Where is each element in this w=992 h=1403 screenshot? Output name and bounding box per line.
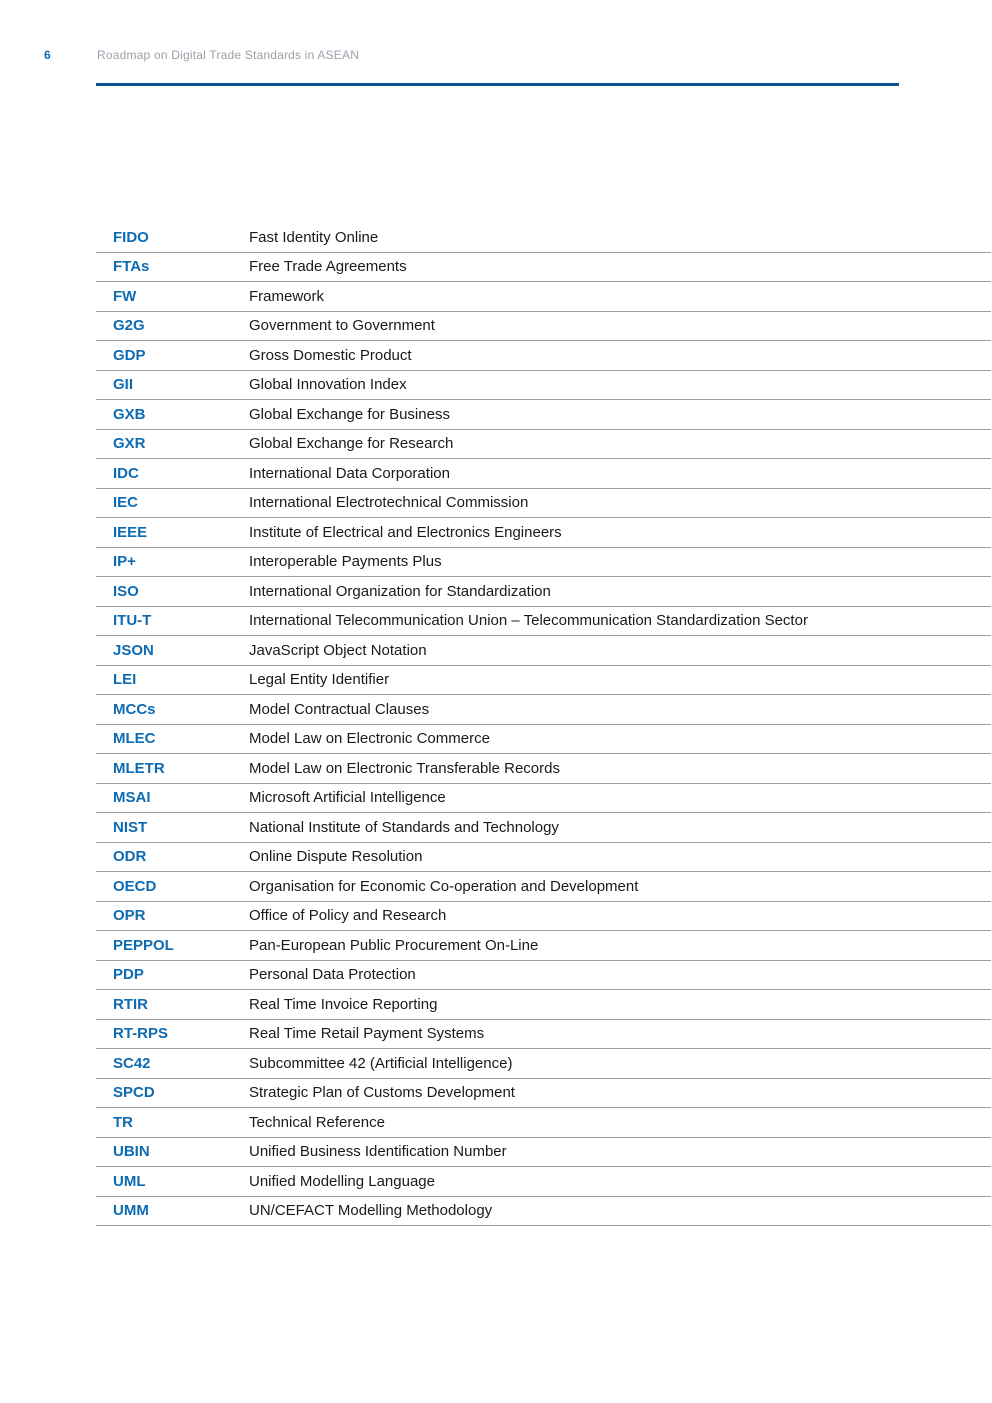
abbreviation-cell: FIDO <box>113 228 149 246</box>
table-row <box>96 253 991 283</box>
abbreviation-cell: FW <box>113 287 137 305</box>
definition-cell: Interoperable Payments Plus <box>249 553 442 571</box>
abbreviation-cell: ODR <box>113 848 147 866</box>
running-header <box>0 48 992 64</box>
abbreviation-cell: SC42 <box>113 1054 151 1072</box>
table-row <box>96 430 991 460</box>
table-row <box>96 1167 991 1197</box>
table-row <box>96 666 991 696</box>
abbreviation-cell: IEEE <box>113 523 148 541</box>
abbreviation-cell: ISO <box>113 582 139 600</box>
table-row <box>96 1197 991 1227</box>
abbreviation-cell: PEPPOL <box>113 936 174 954</box>
definition-cell: Global Exchange for Business <box>249 405 450 423</box>
definition-cell: Technical Reference <box>249 1113 385 1131</box>
abbreviation-cell: MLEC <box>113 730 156 748</box>
table-row <box>96 1108 991 1138</box>
table-row <box>96 223 991 253</box>
definition-cell: Gross Domestic Product <box>249 346 412 364</box>
definition-cell: Global Exchange for Research <box>249 435 454 453</box>
table-row <box>96 518 991 548</box>
table-row <box>96 813 991 843</box>
definition-cell: Online Dispute Resolution <box>249 848 423 866</box>
table-row <box>96 931 991 961</box>
definition-cell: Office of Policy and Research <box>249 907 447 925</box>
abbreviation-cell: UBIN <box>113 1143 150 1161</box>
abbreviation-cell: IEC <box>113 494 139 512</box>
definition-cell: Framework <box>249 287 325 305</box>
abbreviation-cell: ITU-T <box>113 612 152 630</box>
table-row <box>96 1079 991 1109</box>
abbreviation-cell: IP+ <box>113 553 136 571</box>
abbreviation-cell: SPCD <box>113 1084 155 1102</box>
definition-cell: Personal Data Protection <box>249 966 416 984</box>
table-row <box>96 1138 991 1168</box>
definition-cell: Microsoft Artificial Intelligence <box>249 789 446 807</box>
table-row <box>96 577 991 607</box>
abbreviation-cell: OECD <box>113 877 157 895</box>
table-row <box>96 695 991 725</box>
definition-cell: Model Contractual Clauses <box>249 700 430 718</box>
table-row <box>96 312 991 342</box>
table-row <box>96 489 991 519</box>
abbreviation-cell: JSON <box>113 641 154 659</box>
definition-cell: Pan-European Public Procurement On-Line <box>249 936 539 954</box>
definition-cell: Model Law on Electronic Transferable Records <box>249 759 560 777</box>
definition-cell: Fast Identity Online <box>249 228 379 246</box>
definition-cell: International Electrotechnical Commission <box>249 494 529 512</box>
abbreviation-cell: RT-RPS <box>113 1025 169 1043</box>
table-row <box>96 902 991 932</box>
table-row <box>96 843 991 873</box>
page-number: 6 <box>44 48 51 62</box>
definition-cell: JavaScript Object Notation <box>249 641 427 659</box>
table-row <box>96 636 991 666</box>
definition-cell: Real Time Retail Payment Systems <box>249 1025 485 1043</box>
table-row <box>96 961 991 991</box>
abbreviation-cell: UMM <box>113 1202 149 1220</box>
abbreviation-cell: GDP <box>113 346 146 364</box>
table-row <box>96 607 991 637</box>
abbreviation-cell: MCCs <box>113 700 156 718</box>
table-row <box>96 1049 991 1079</box>
abbreviation-cell: OPR <box>113 907 146 925</box>
abbreviation-cell: UML <box>113 1172 146 1190</box>
abbreviation-cell: GII <box>113 376 134 394</box>
table-row <box>96 754 991 784</box>
abbreviation-cell: FTAs <box>113 258 150 276</box>
definition-cell: Real Time Invoice Reporting <box>249 995 438 1013</box>
abbreviation-cell: NIST <box>113 818 148 836</box>
abbreviation-cell: RTIR <box>113 995 148 1013</box>
abbreviation-cell: MSAI <box>113 789 151 807</box>
table-row <box>96 872 991 902</box>
definition-cell: Model Law on Electronic Commerce <box>249 730 490 748</box>
abbreviation-cell: GXR <box>113 435 146 453</box>
definition-cell: Institute of Electrical and Electronics Engineers <box>249 523 562 541</box>
definition-cell: Government to Government <box>249 317 435 335</box>
definition-cell: Organisation for Economic Co-operation and Development <box>249 877 639 895</box>
abbreviation-cell: G2G <box>113 317 145 335</box>
definition-cell: UN/CEFACT Modelling Methodology <box>249 1202 493 1220</box>
table-row <box>96 725 991 755</box>
abbreviation-cell: GXB <box>113 405 146 423</box>
definition-cell: Legal Entity Identifier <box>249 671 390 689</box>
abbreviation-cell: IDC <box>113 464 139 482</box>
abbreviation-cell: MLETR <box>113 759 165 777</box>
table-row <box>96 990 991 1020</box>
definition-cell: Subcommittee 42 (Artificial Intelligence) <box>249 1054 513 1072</box>
table-row <box>96 282 991 312</box>
abbreviation-cell: LEI <box>113 671 137 689</box>
abbreviation-cell: PDP <box>113 966 144 984</box>
definition-cell: International Telecommunication Union – Telecommunication Standardization Sector <box>249 612 808 630</box>
definition-cell: International Organization for Standardization <box>249 582 551 600</box>
table-row <box>96 459 991 489</box>
definition-cell: Global Innovation Index <box>249 376 407 394</box>
table-row <box>96 400 991 430</box>
running-header-title: Roadmap on Digital Trade Standards in ASEAN <box>97 48 360 62</box>
table-row <box>96 1020 991 1050</box>
definition-cell: Free Trade Agreements <box>249 258 407 276</box>
definition-cell: National Institute of Standards and Technology <box>249 818 559 836</box>
header-rule-divider <box>96 83 899 86</box>
abbreviation-cell: TR <box>113 1113 133 1131</box>
definition-cell: International Data Corporation <box>249 464 450 482</box>
table-row <box>96 371 991 401</box>
table-row <box>96 341 991 371</box>
table-row <box>96 548 991 578</box>
table-row <box>96 784 991 814</box>
definition-cell: Strategic Plan of Customs Development <box>249 1084 515 1102</box>
definition-cell: Unified Modelling Language <box>249 1172 435 1190</box>
abbreviations-table <box>96 223 991 1226</box>
definition-cell: Unified Business Identification Number <box>249 1143 507 1161</box>
